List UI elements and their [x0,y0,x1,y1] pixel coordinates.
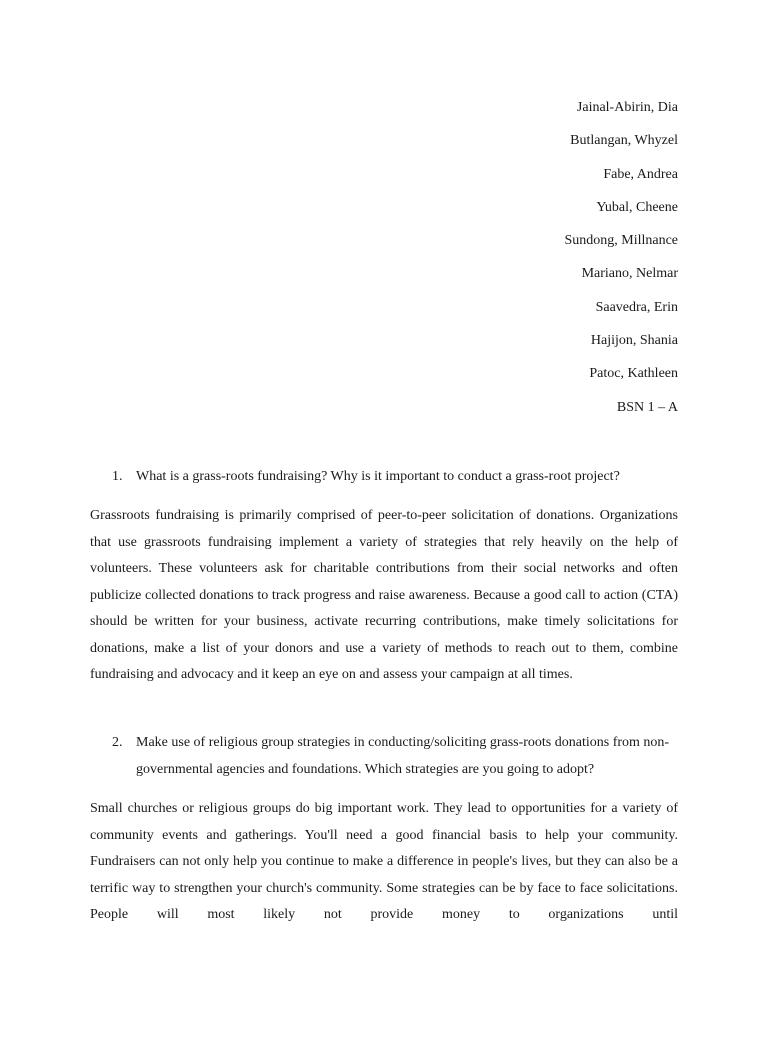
author-name: Saavedra, Erin [595,299,678,315]
question-text: What is a grass-roots fundraising? Why is it important to conduct a grass-root project? [136,469,620,484]
author-name: Jainal-Abirin, Dia [576,100,678,115]
question-text: Make use of religious group strategies in conducting/soliciting grass-roots donations from non-governmental agencies and foundations. Which strategies are you going to adopt? [136,735,670,777]
question-2 [90,730,678,783]
author-list [564,91,678,424]
author-name: Butlangan, Whyzel [570,133,678,149]
question-number: 2. [112,735,123,750]
author-name: Mariano, Nelmar [581,266,678,282]
author-name: Hajijon, Shania [590,333,678,349]
question-1 [90,464,678,491]
author-name: Fabe, Andrea [603,166,678,182]
answer-1: Grassroots fundraising is primarily comprised of peer-to-peer solicitation of donations. Organizations that use grassroots fundraising implement a variety of strategies that rely heavily on the help of volunteers. These volunteers ask for charitable contributions from their social networks and often publicize collected donations to track progress and raise awareness. Because a good call to action (CTA) should be written for your business, activate recurring contributions, make timely solicitations for donations, make a list of your donors and use a variety of methods to reach out to them, combine fundraising and advocacy and it keep an eye on and assess your campaign at all times. [90,508,678,682]
author-name: Patoc, Kathleen [589,366,678,382]
question-number: 1. [112,469,123,484]
answer-2: Small churches or religious groups do big important work. They lead to opportunities for a variety of community events and gatherings. You'll need a good financial basis to help your community. Fundraisers can not only help you continue to make a difference in people's lives, but they can also be a terrific way to strengthen your church's community. Some strategies can be by face to face solicitations. People will most likely not provide money to organizations until [90,801,678,922]
author-name: Yubal, Cheene [596,199,678,215]
section-label: BSN 1 – A [616,399,678,415]
author-name: Sundong, Millnance [564,233,678,249]
